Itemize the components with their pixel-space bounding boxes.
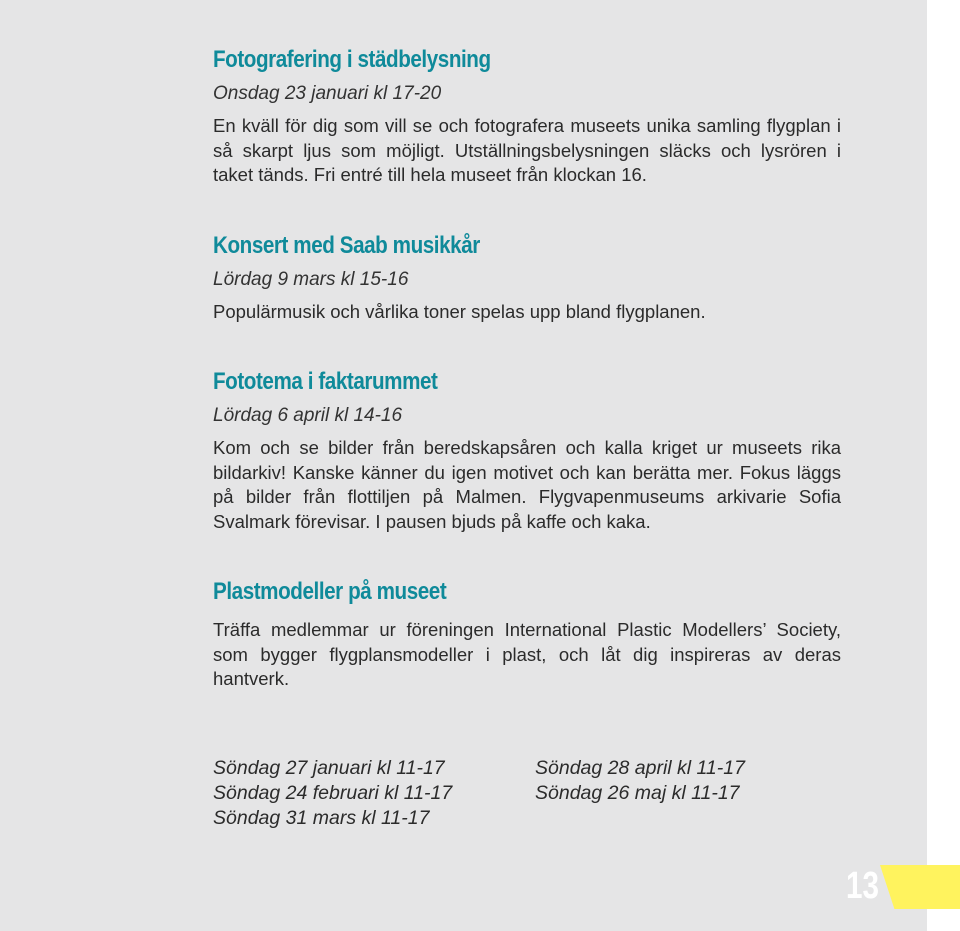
event-date: Lördag 9 mars kl 15-16: [213, 268, 409, 290]
schedule-date: Söndag 31 mars kl 11-17: [213, 807, 430, 829]
schedule-date: Söndag 28 april kl 11-17: [535, 757, 745, 779]
schedule-dates: [213, 756, 855, 831]
event-fototema: [213, 366, 841, 534]
event-date: Onsdag 23 januari kl 17-20: [213, 83, 442, 104]
event-fotografering: [213, 44, 841, 188]
event-description: Populärmusik och vårlika toner spelas upp bland flygplanen.: [213, 300, 706, 322]
event-title: Konsert med Saab musikkår: [213, 231, 480, 259]
event-title: Fototema i faktarummet: [213, 368, 438, 395]
event-description: Kom och se bilder från beredskapsåren och kalla kriget ur museets rika bildarkiv! Kanske känner du igen motivet och kan berätta mer. Fokus läggs på bilder från flottiljen på Malmen. Flygvapenmuseums arkivarie Sofia Svalmark förevisar. I pausen bjuds på kaffe och kaka.: [213, 437, 841, 532]
schedule-date: Söndag 27 januari kl 11-17: [213, 757, 445, 779]
schedule-date: Söndag 24 februari kl 11-17: [213, 782, 453, 804]
event-title: Fotografering i städbelysning: [213, 46, 491, 73]
event-konsert: [213, 230, 841, 325]
event-date: Lördag 6 april kl 14-16: [213, 405, 403, 426]
event-description: Träffa medlemmar ur föreningen International Plastic Modellers’ Society, som bygger flygplansmodeller i plast, och låt dig inspireras av deras hantverk.: [213, 619, 841, 689]
page-number: 13: [846, 865, 879, 907]
schedule-date: Söndag 26 maj kl 11-17: [535, 782, 740, 804]
event-description: En kväll för dig som vill se och fotografera museets unika samling flygplan i så skarpt ljus som möjligt. Utställningsbelysningen släcks och lysrören i taket tänds. Fri entré till hela museet från klockan 16.: [213, 115, 841, 185]
event-plastmodeller: [213, 576, 841, 692]
event-title: Plastmodeller på museet: [213, 578, 447, 605]
event-list: [213, 44, 841, 734]
